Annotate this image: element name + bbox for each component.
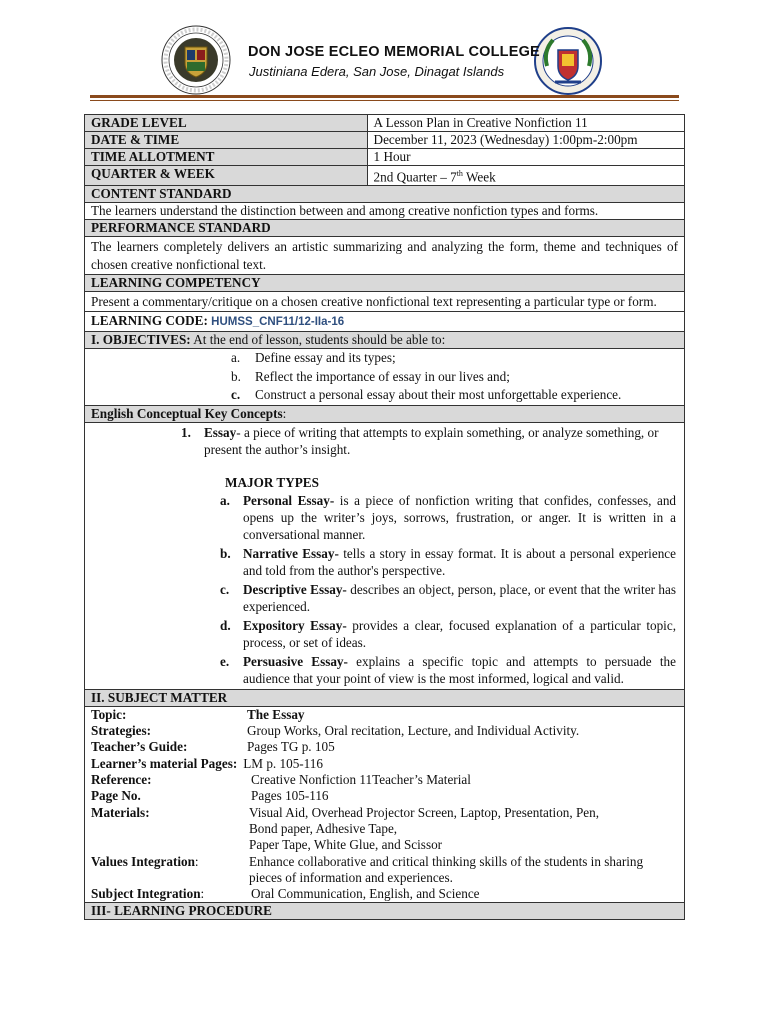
info-row-date-time [85, 132, 685, 149]
header-rule [90, 95, 679, 98]
subject-row-topic [91, 707, 678, 723]
subject-value: Bond paper, Adhesive Tape, [249, 820, 398, 836]
subject-row-materials-2 [91, 821, 678, 837]
type-item-persuasive [220, 653, 676, 687]
subject-value: LM p. 105-116 [243, 755, 323, 771]
learning-competency-text: Present a commentary/critique on a chosen creative nonfictional text representing a particular type or form. [85, 292, 685, 312]
learning-code-value: HUMSS_CNF11/12-IIa-16 [211, 316, 345, 329]
type-name: Descriptive Essay- [243, 581, 347, 597]
subject-label [91, 886, 251, 902]
info-value: 1 Hour [367, 149, 684, 166]
subject-label: Materials: [91, 804, 150, 820]
info-value: A Lesson Plan in Creative Nonfiction 11 [367, 115, 684, 132]
type-name: Narrative Essay- [243, 545, 339, 561]
type-text: is a piece of nonfiction writing that confides, confesses, and opens up the writer’s joys, sorrows, frustration, or anger. It is written in a conversational manner. [243, 492, 677, 542]
type-marker: a. [220, 492, 230, 508]
type-marker: b. [220, 545, 231, 561]
subject-row-reference [91, 772, 678, 788]
subject-value: The Essay [247, 706, 305, 722]
subject-label [91, 837, 249, 853]
performance-standard-text: The learners completely delivers an artistic summarizing and analyzing the form, theme and techniques of chosen creative nonfictional text. [85, 237, 685, 275]
objectives-heading: I. OBJECTIVES: [91, 332, 191, 348]
concepts-heading-colon: : [282, 405, 287, 421]
type-item-descriptive [220, 581, 676, 615]
objective-item [91, 349, 678, 368]
type-text: provides a clear, focused explanation of a particular topic, process, or set of ideas. [243, 617, 676, 650]
subject-row-strategies [91, 723, 678, 739]
info-label: QUARTER & WEEK [85, 166, 368, 186]
objective-text: Construct a personal essay about their most unforgettable experience. [255, 387, 622, 403]
quarter-sup: th [456, 169, 463, 178]
subject-label: Page No. [91, 788, 141, 804]
type-marker: c. [220, 581, 230, 597]
subject-label: Strategies: [91, 723, 152, 739]
type-name: Expository Essay- [243, 617, 347, 633]
objectives-list-cell [85, 349, 685, 406]
subject-value: Paper Tape, White Glue, and Scissor [249, 837, 443, 853]
subject-value: Visual Aid, Overhead Projector Screen, Laptop, Presentation, Pen, [249, 804, 600, 820]
type-marker: d. [220, 617, 231, 633]
content-standard-heading: CONTENT STANDARD [85, 186, 685, 203]
info-label: TIME ALLOTMENT [85, 149, 368, 166]
info-row-time-allotment [85, 149, 685, 166]
type-name: Persuasive Essay- [243, 653, 348, 669]
subject-matter-heading: II. SUBJECT MATTER [85, 689, 685, 706]
college-name: DON JOSE ECLEO MEMORIAL COLLEGE [248, 44, 540, 60]
info-label: GRADE LEVEL [85, 115, 368, 132]
type-text: describes an object, person, place, or event that the writer has experienced. [243, 581, 676, 614]
subject-matter-cell [85, 706, 685, 903]
subject-row-page-no [91, 788, 678, 804]
objectives-list [91, 349, 678, 405]
type-marker: e. [220, 653, 230, 669]
subject-label: Teacher’s Guide: [91, 739, 188, 755]
concept-number: 1. [181, 424, 191, 440]
subject-row-teachers-guide [91, 739, 678, 755]
subject-label-colon: : [200, 886, 205, 902]
subject-value: Group Works, Oral recitation, Lecture, and Individual Activity. [247, 723, 580, 739]
subject-row-materials-3 [91, 837, 678, 853]
concepts-heading-row [85, 405, 685, 422]
quarter-suffix: Week [462, 169, 496, 185]
subject-label: Learner’s material Pages: [91, 755, 238, 771]
quarter-prefix: 2nd Quarter – 7 [373, 169, 457, 185]
info-value: December 11, 2023 (Wednesday) 1:00pm-2:00pm [367, 132, 684, 149]
subject-row-subject-integration [91, 886, 678, 902]
subject-value: Enhance collaborative and critical thinking skills of the students in sharing pieces of information and experiences. [249, 853, 644, 885]
subject-row-learners-material [91, 756, 678, 772]
subject-label [91, 854, 249, 887]
subject-value: Oral Communication, English, and Science [251, 886, 480, 902]
subject-value: Creative Nonfiction 11Teacher’s Material [251, 772, 471, 788]
type-item-personal [220, 492, 677, 543]
concepts-cell [85, 422, 685, 689]
header-rule-thin [90, 100, 679, 101]
objectives-intro: At the end of lesson, students should be able to: [193, 332, 446, 348]
performance-standard-heading: PERFORMANCE STANDARD [85, 220, 685, 237]
college-of-teacher-education-seal-icon [533, 26, 603, 96]
subject-value: Pages 105-116 [251, 788, 329, 804]
subject-label-text: Subject Integration [91, 886, 201, 902]
type-text: tells a story in essay format. It is about a personal experience and told from the author's perspective. [243, 545, 676, 578]
type-item-narrative [220, 545, 676, 579]
info-label: DATE & TIME [85, 132, 368, 149]
college-seal-icon [161, 25, 231, 95]
subject-row-values-integration [91, 854, 678, 887]
objective-marker: b. [231, 368, 241, 384]
subject-label: Topic: [91, 706, 127, 722]
subject-label-colon: : [194, 853, 199, 869]
info-value [367, 166, 684, 186]
type-item-expository [220, 617, 676, 651]
concept-item-essay [181, 424, 678, 458]
subject-label: Reference: [91, 772, 152, 788]
subject-row-materials [91, 805, 678, 821]
document-header [0, 0, 768, 110]
concept-term: Essay [204, 424, 237, 440]
info-row-grade-level [85, 115, 685, 132]
subject-label [91, 821, 249, 837]
concept-definition: - a piece of writing that attempts to explain something, or analyze something, or present the author’s insight. [204, 424, 659, 457]
objective-text: Reflect the importance of essay in our lives and; [255, 368, 510, 384]
subject-value: Pages TG p. 105 [247, 739, 335, 755]
major-types-list [197, 492, 678, 687]
objective-item [91, 386, 678, 405]
major-types-heading: MAJOR TYPES [225, 474, 319, 490]
objective-text: Define essay and its types; [255, 350, 396, 366]
learning-code-label: LEARNING CODE: [91, 313, 208, 329]
learning-code-row [85, 312, 685, 332]
subject-label-text: Values Integration [91, 853, 195, 869]
type-text: explains a specific topic and attempts to persuade the audience that your point of view is the most informed, logical and valid. [243, 653, 676, 686]
content-standard-text: The learners understand the distinction between and among creative nonfiction types and forms. [85, 203, 685, 220]
learning-procedure-heading: III- LEARNING PROCEDURE [85, 903, 685, 920]
info-row-quarter-week [85, 166, 685, 186]
college-address: Justiniana Edera, San Jose, Dinagat Islands [249, 64, 505, 79]
concepts-heading: English Conceptual Key Concepts [91, 405, 283, 421]
lesson-plan-table [84, 114, 685, 920]
objective-item [91, 368, 678, 387]
objective-marker: c. [231, 387, 241, 403]
objectives-heading-row [85, 332, 685, 349]
learning-competency-heading: LEARNING COMPETENCY [85, 275, 685, 292]
objective-marker: a. [231, 350, 241, 366]
type-name: Personal Essay- [243, 492, 335, 508]
